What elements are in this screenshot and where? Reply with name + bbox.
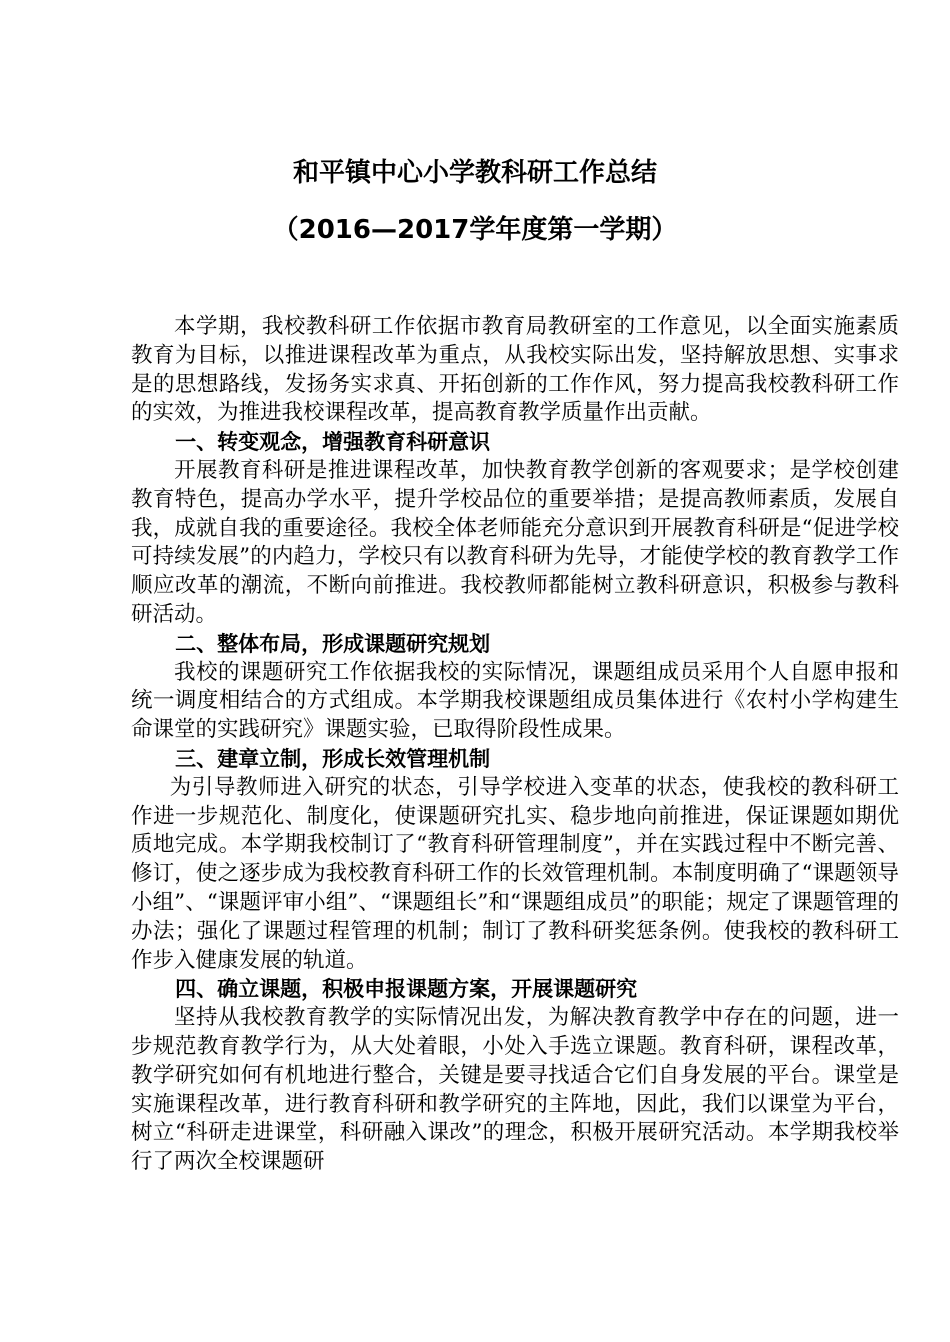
section-paragraph-2: 我校的课题研究工作依据我校的实际情况，课题组成员采用个人自愿申报和统一调度相结合的方式组成。本学期我校课题组成员集体进行《农村小学构建生命课堂的实践研究》课题实验，已取得阶段性成果。: [131, 659, 899, 743]
intro-paragraph: 本学期，我校教科研工作依据市教育局教研室的工作意见，以全面实施素质教育为目标，以推进课程改革为重点，从我校实际出发，坚持解放思想、实事求是的思想路线，发扬务实求真、开拓创新的工作作风，努力提高我校教科研工作的实效，为推进我校课程改革，提高教育教学质量作出贡献。: [131, 314, 899, 426]
section-paragraph-3: 为引导教师进入研究的状态，引导学校进入变革的状态，使我校的教科研工作进一步规范化、制度化，使课题研究扎实、稳步地向前推进，保证课题如期优质地完成。本学期我校制订了“教育科研管理制度”，并在实践过程中不断完善、修订，使之逐步成为我校教育科研工作的长效管理机制。本制度明确了“课题领导小组”、“课题评审小组”、“课题组长”和“课题组成员”的职能；规定了课题管理的办法；强化了课题过程管理的机制；制订了教科研奖惩条例。使我校的教科研工作步入健康发展的轨道。: [131, 774, 899, 973]
section-heading-3: 三、建章立制，形成长效管理机制: [175, 746, 491, 771]
section-paragraph-1: 开展教育科研是推进课程改革，加快教育教学创新的客观要求；是学校创建教育特色，提高办学水平，提升学校品位的重要举措；是提高教师素质，发展自我，成就自我的重要途径。我校全体老师能充分意识到开展教育科研是“促进学校可持续发展”的内趋力，学校只有以教育科研为先导，才能使学校的教育教学工作顺应改革的潮流，不断向前推进。我校教师都能树立教科研意识，积极参与教科研活动。: [131, 457, 899, 627]
section-heading-2: 二、整体布局，形成课题研究规划: [175, 631, 491, 656]
document-subtitle: （2016—2017学年度第一学期）: [272, 215, 678, 245]
document-body: [131, 313, 899, 1177]
section-heading-1: 一、转变观念，增强教育科研意识: [175, 430, 491, 455]
section-paragraph-4: 坚持从我校教育教学的实际情况出发，为解决教育教学中存在的问题，进一步规范教育教学行为，从大处着眼，小处入手选立课题。教育科研，课程改革，教学研究如何有机地进行整合，关键是要寻找适合它们自身发展的平台。课堂是实施课程改革，进行教育科研和教学研究的主阵地，因此，我们以课堂为平台，树立“科研走进课堂，科研融入课改”的理念，积极开展研究活动。本学期我校举行了两次全校课题研: [131, 1005, 899, 1175]
document-title: 和平镇中心小学教科研工作总结: [292, 158, 657, 188]
section-heading-4: 四、确立课题，积极申报课题方案，开展课题研究: [175, 977, 638, 1002]
